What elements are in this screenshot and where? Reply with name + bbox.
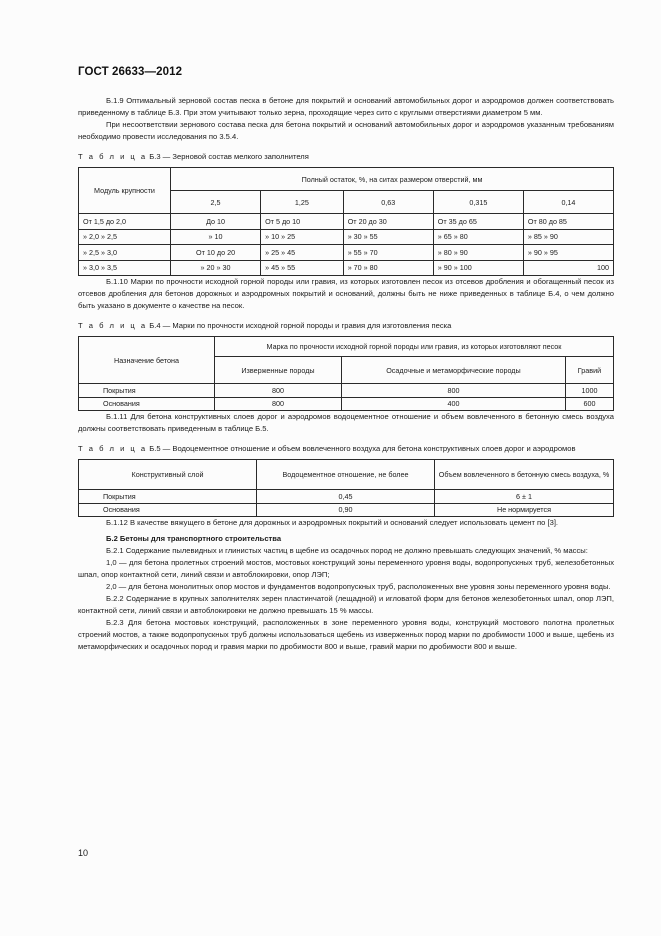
table-cell: » 90 » 95 [523, 245, 613, 261]
table-cell: » 30 » 55 [343, 229, 433, 245]
table-b3-header-group: Полный остаток, %, на ситах размером отверстий, мм [171, 168, 614, 191]
page-number: 10 [78, 848, 89, 858]
document-header: ГОСТ 26633—2012 [78, 66, 183, 78]
table-cell: От 1,5 до 2,0 [79, 214, 171, 230]
table-b5-header-layer: Конструктивный слой [79, 460, 257, 490]
paragraph-b-1-9-note: При несоответствии зернового состава песка для бетона покрытий и оснований автомобильных дорог и аэродромов указанным требованиям необходимо провести исследования по 3.5.4. [78, 120, 614, 141]
table-cell: » 70 » 80 [343, 260, 433, 276]
table-cell: » 55 » 70 [343, 245, 433, 261]
table-row [79, 214, 614, 230]
table-b4-header-subcol: Гравий [565, 357, 613, 384]
table-cell: 6 ± 1 [435, 490, 614, 504]
table-cell: » 85 » 90 [523, 229, 613, 245]
table-cell: » 25 » 45 [261, 245, 344, 261]
table-b3-header-sieve: 2,5 [171, 191, 261, 214]
table-b5-header-air: Объем вовлеченного в бетонную смесь воздуха, % [435, 460, 614, 490]
table-cell: » 20 » 30 [171, 260, 261, 276]
paragraph-b-1-11: Б.1.11 Для бетона конструктивных слоев дорог и аэродромов водоцементное отношение и объем вовлеченного в бетонную смесь воздуха должны соответствовать приведенным в таблице Б.5. [78, 412, 614, 433]
table-cell: 800 [341, 384, 565, 398]
table-b4-caption-label: Т а б л и ц а [78, 321, 148, 330]
table-b3-header-module: Модуль крупности [79, 168, 171, 214]
table-b3-header-sieve: 0,315 [433, 191, 523, 214]
paragraph-b-1-10: Б.1.10 Марки по прочности исходной горной породы или гравия, из которых изготовлен песок из отсевов дробления и обогащенный песок из отсевов дробления для бетонов дорожных и аэродромных покрытий и оснований, должны быть не ниже приведенных в таблице Б.4, о чем должно быть указано в документе о качестве на песок. [78, 277, 614, 310]
table-b5 [78, 459, 614, 517]
table-cell: Покрытия [79, 490, 257, 504]
paragraph-b-2-3: Б.2.3 Для бетона мостовых конструкций, расположенных в зоне переменного уровня воды, конструкций мостового полотна пролетных строений мостов, а также водопропускных труб должны использоваться щебень из изверженных пород марки по дробимости 1000 и выше, щебень из метаморфических и осадочных пород и гравия марки по дробимости 800 и выше, гравий марки по дробимости 800 и выше. [78, 618, 614, 651]
table-b5-caption-text: Б.5 — Водоцементное отношение и объем вовлеченного воздуха для бетона конструктивных слоев дорог и аэродромов [149, 444, 576, 453]
paragraph-b-2-1-item-2: 2,0 — для бетона монолитных опор мостов и фундаментов водопропускных труб, расположенных вне уровня зоны переменного уровня воды. [106, 582, 611, 591]
table-cell: 800 [215, 384, 342, 398]
paragraph-b-1-12: Б.1.12 В качестве вяжущего в бетоне для дорожных и аэродромных покрытий и оснований следует использовать цемент по [3]. [106, 518, 559, 527]
table-b5-caption-label: Т а б л и ц а [78, 444, 148, 453]
table-b4-caption-text: Б.4 — Марки по прочности исходной горной породы и гравия для изготовления песка [149, 321, 452, 330]
table-cell: » 3,0 » 3,5 [79, 260, 171, 276]
table-b3 [78, 167, 614, 276]
table-b3-header-sieve: 0,63 [343, 191, 433, 214]
table-b3-header-sieve: 0,14 [523, 191, 613, 214]
table-b3-caption-label: Т а б л и ц а [78, 152, 148, 161]
table-row [79, 503, 614, 517]
table-cell: 400 [341, 397, 565, 411]
table-cell: Не нормируется [435, 503, 614, 517]
table-cell: От 80 до 85 [523, 214, 613, 230]
table-cell: Основания [79, 397, 215, 411]
table-cell: До 10 [171, 214, 261, 230]
table-cell: » 2,5 » 3,0 [79, 245, 171, 261]
table-b3-header-sieve: 1,25 [261, 191, 344, 214]
document-body [78, 95, 614, 653]
table-cell: От 20 до 30 [343, 214, 433, 230]
table-cell: 1000 [565, 384, 613, 398]
table-cell: 800 [215, 397, 342, 411]
table-row [79, 229, 614, 245]
table-b4-caption [78, 320, 614, 332]
table-b3-caption-text: Б.3 — Зерновой состав мелкого заполнителя [149, 152, 309, 161]
table-cell: От 35 до 65 [433, 214, 523, 230]
table-cell: » 10 » 25 [261, 229, 344, 245]
table-cell: » 80 » 90 [433, 245, 523, 261]
table-row [79, 384, 614, 398]
table-b4 [78, 336, 614, 411]
table-cell: От 10 до 20 [171, 245, 261, 261]
table-row [79, 490, 614, 504]
table-b4-header-subcol: Осадочные и метаморфические породы [341, 357, 565, 384]
table-cell: Основания [79, 503, 257, 517]
table-b4-header-purpose: Назначение бетона [79, 337, 215, 384]
table-b4-header-subcol: Изверженные породы [215, 357, 342, 384]
table-cell: От 5 до 10 [261, 214, 344, 230]
paragraph-b-2-2: Б.2.2 Содержание в крупных заполнителях зерен пластинчатой (лещадной) и игловатой форм для бетонов железобетонных шпал, опор ЛЭП, контактной сети, линий связи и автоблокировки не должно превышать 15 % массы. [78, 594, 614, 615]
paragraph-b-2-1: Б.2.1 Содержание пылевидных и глинистых частиц в щебне из осадочных пород не должно превышать следующих значений, % массы: [106, 546, 588, 555]
table-b5-caption [78, 443, 614, 455]
table-row [79, 245, 614, 261]
table-b4-header-group: Марка по прочности исходной горной породы или гравия, из которых изготовляют песок [215, 337, 614, 357]
paragraph-b-1-9: Б.1.9 Оптимальный зерновой состав песка в бетоне для покрытий и оснований автомобильных дорог и аэродромов должен соответствовать приведенному в таблице Б.3. При этом учитывают только зерна, проходящие через сито с круглыми отверстиями диаметром 5 мм. [78, 96, 614, 117]
table-cell: » 65 » 80 [433, 229, 523, 245]
table-b5-header-wc: Водоцементное отношение, не более [257, 460, 435, 490]
table-cell: » 90 » 100 [433, 260, 523, 276]
table-cell: » 10 [171, 229, 261, 245]
table-b3-caption [78, 151, 614, 163]
table-cell: » 2,0 » 2,5 [79, 229, 171, 245]
table-cell: Покрытия [79, 384, 215, 398]
table-row [79, 397, 614, 411]
table-cell: 100 [523, 260, 613, 276]
table-cell: » 45 » 55 [261, 260, 344, 276]
table-cell: 0,90 [257, 503, 435, 517]
table-cell: 600 [565, 397, 613, 411]
section-title-b-2: Б.2 Бетоны для транспортного строительства [106, 534, 282, 543]
table-cell: 0,45 [257, 490, 435, 504]
paragraph-b-2-1-item-1: 1,0 — для бетона пролетных строений мостов, мостовых конструкций зоны переменного уровня воды, водопропускных труб, железобетонных шпал, опор контактной сети, линий связи и автоблокировки, опор ЛЭП; [78, 558, 614, 579]
table-row [79, 260, 614, 276]
